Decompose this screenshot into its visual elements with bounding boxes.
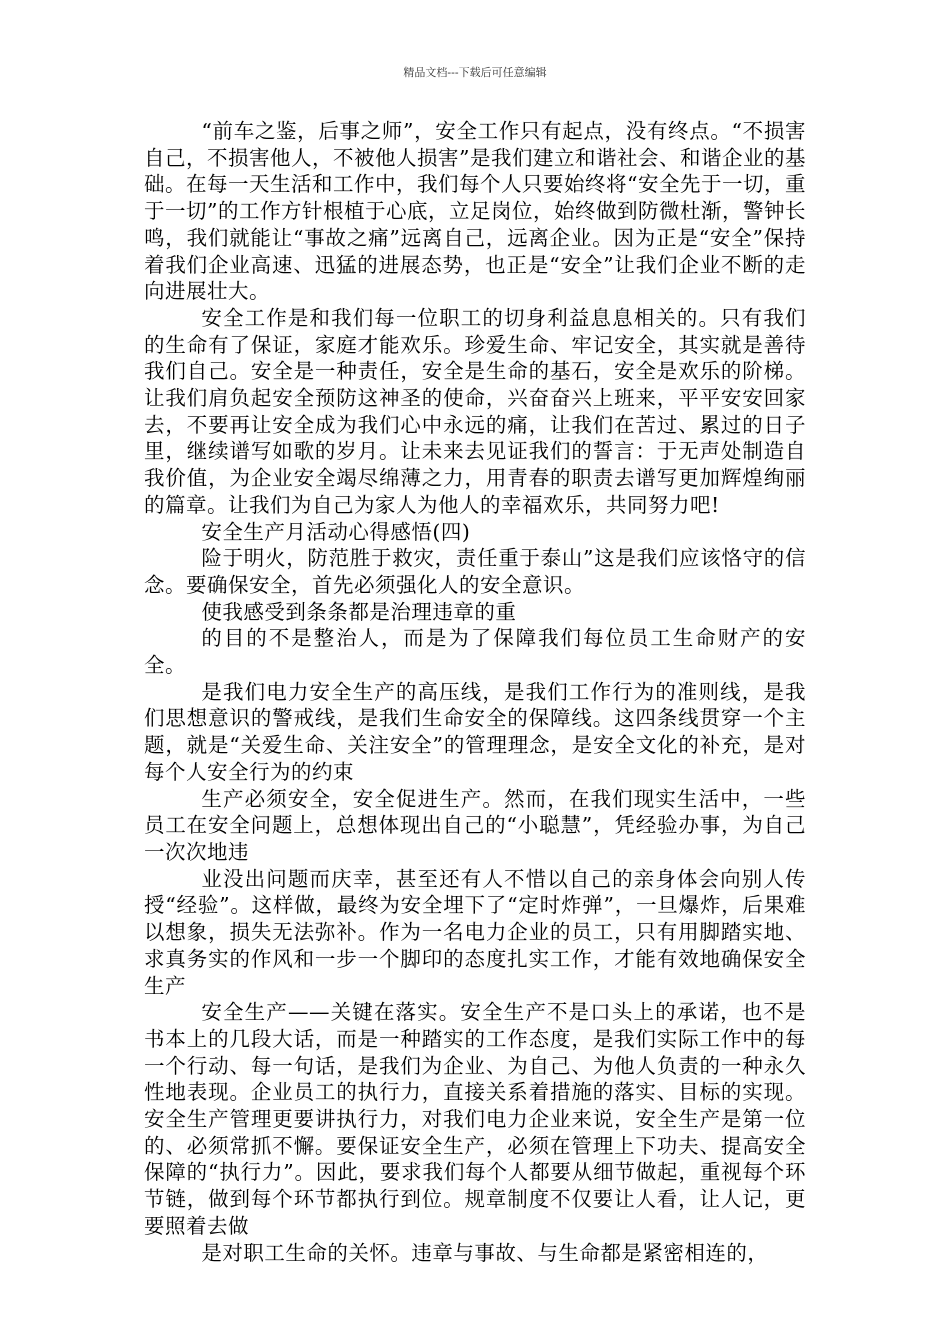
paragraph: 是我们电力安全生产的高压线，是我们工作行为的准则线，是我们思想意识的警戒线，是我们生命安全的保障线。这四条线贯穿一个主题，就是“关爱生命、关注安全”的管理理念，是安全文化的补充，是对每个人安全行为的约束: [144, 679, 806, 784]
document-body: [144, 118, 806, 1266]
paragraph: 业没出问题而庆幸，甚至还有人不惜以自己的亲身体会向别人传授“经验”。这样做，最终为安全埋下了“定时炸弹”，一旦爆炸，后果难以想象，损失无法弥补。作为一名电力企业的员工，只有用脚踏实地、求真务实的作风和一步一个脚印的态度扎实工作，才能有效地确保安全生产: [144, 866, 806, 998]
paragraph: 的目的不是整治人，而是为了保障我们每位员工生命财产的安全。: [144, 626, 806, 678]
paragraph: 险于明火，防范胜于救灾，责任重于泰山”这是我们应该恪守的信念。要确保安全，首先必须强化人的安全意识。: [144, 546, 806, 597]
paragraph: 安全生产——关键在落实。安全生产不是口头上的承诺，也不是书本上的几段大话，而是一种踏实的工作态度，是我们实际工作中的每一个行动、每一句话，是我们为企业、为自己、为他人负责的一种永久性地表现。企业员工的执行力，直接关系着措施的落实、目标的实现。安全生产管理更要讲执行力，对我们电力企业来说，安全生产是第一位的、必须常抓不懈。要保证安全生产，必须在管理上下功夫、提高安全保障的“执行力”。因此，要求我们每个人都要从细节做起，重视每个环节链，做到每个环节都执行到位。规章制度不仅要让人看，让人记，更要照着去做: [144, 1000, 806, 1238]
page-header: 精品文档---下载后可任意编辑: [403, 66, 547, 79]
section-heading: 安全生产月活动心得感悟(四): [201, 519, 471, 544]
paragraph: 安全工作是和我们每一位职工的切身利益息息相关的。只有我们的生命有了保证，家庭才能欢乐。珍爱生命、牢记安全，其实就是善待我们自己。安全是一种责任，安全是生命的基石，安全是欢乐的阶梯。让我们肩负起安全预防这神圣的使命，兴奋奋兴上班来，平平安安回家去，不要再让安全成为我们心中永远的痛，让我们在苦过、累过的日子里，继续谱写如歌的岁月。让未来去见证我们的誓言：于无声处制造自我价值，为企业安全竭尽绵薄之力，用青春的职责去谱写更加辉煌绚丽的篇章。让我们为自己为家人为他人的幸福欢乐，共同努力吧!: [144, 305, 806, 517]
paragraph: 使我感受到条条都是治理违章的重: [201, 599, 517, 624]
paragraph: 生产必须安全，安全促进生产。然而，在我们现实生活中，一些员工在安全问题上，总想体现出自己的“小聪慧”，凭经验办事，为自己一次次地违: [144, 786, 806, 864]
paragraph: 是对职工生命的关怀。违章与事故、与生命都是紧密相连的，: [201, 1240, 769, 1265]
paragraph: “前车之鉴，后事之师”，安全工作只有起点，没有终点。“不损害自己，不损害他人，不被他人损害”是我们建立和谐社会、和谐企业的基础。在每一天生活和工作中，我们每个人只要始终将“安全先于一切，重于一切”的工作方针根植于心底，立足岗位，始终做到防微杜渐，警钟长鸣，我们就能让“事故之痛”远离自己，远离企业。因为正是“安全”保持着我们企业高速、迅猛的进展态势，也正是“安全”让我们企业不断的走向进展壮大。: [144, 119, 806, 304]
